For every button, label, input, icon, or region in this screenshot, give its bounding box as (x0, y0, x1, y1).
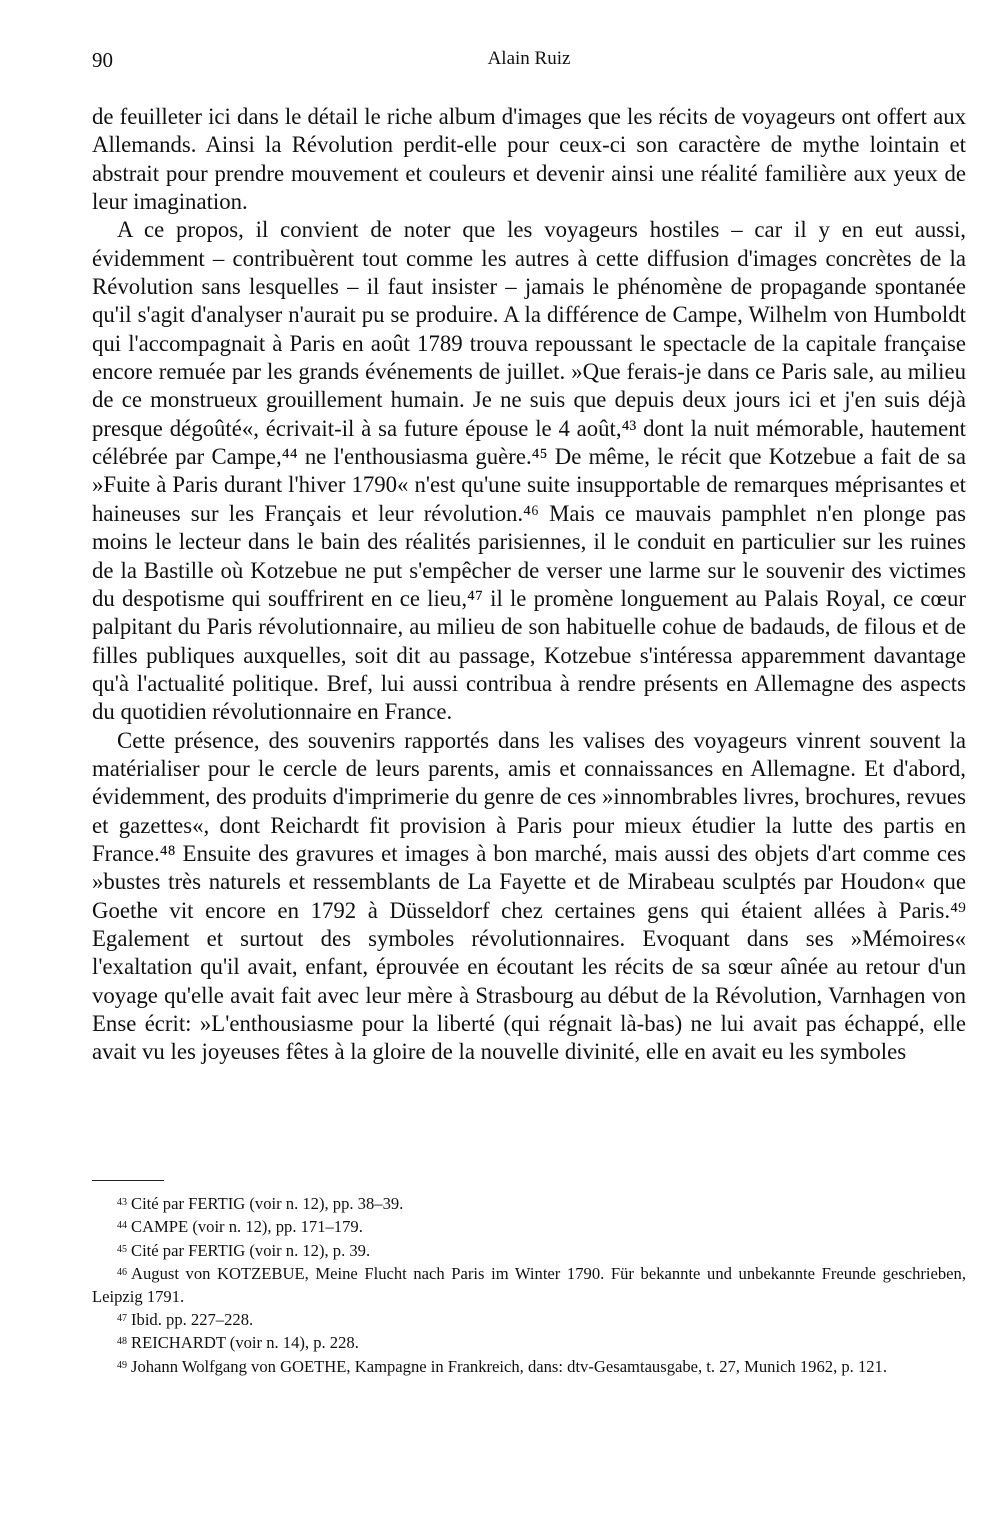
footnote (92, 1331, 966, 1354)
paragraph: de feuilleter ici dans le détail le riche album d'images que les récits de voyageurs ont offert aux Allemands. Ainsi la Révolution perdit-elle pour ceux-ci son caractère de mythe lointain et abstrait pour prendre mouvement et couleurs et devenir ainsi une réalité familière aux yeux de leur imagination. (92, 104, 966, 215)
paragraph: Cette présence, des souvenirs rapportés dans les valises des voyageurs vinrent souvent la matérialiser pour le cercle de leurs parents, amis et connaissances en Allemagne. Et d'abord, évidemment, des produits d'imprimerie du genre de ces »innombrables livres, brochures, revues et gazettes«, dont Reichardt fit provision à Paris pour mieux étudier la lutte des partis en France.⁴⁸ Ensuite des gravures et images à bon marché, mais aussi des objets d'art comme ces »bustes très naturels et ressemblants de La Fayette et de Mirabeau sculptés par Houdon« que Goethe vit encore en 1792 à Düsseldorf chez certaines gens qui étaient allées à Paris.⁴⁹ Egalement et surtout des symboles révolutionnaires. Evoquant dans ses »Mémoires« l'exaltation qu'il avait, enfant, éprouvée en écoutant les récits de sa sœur aînée au retour d'un voyage qu'elle avait fait avec leur mère à Strasbourg au début de la Révolution, Varnhagen von Ense écrit: »L'enthousiasme pour la liberté (qui régnait là-bas) ne lui avait pas échappé, elle avait vu les joyeuses fêtes à la gloire de la nouvelle divinité, elle en avait eu les symboles (92, 727, 966, 1065)
running-title: Alain Ruiz (487, 48, 571, 69)
footnote-text: Cité par FERTIG (voir n. 12), pp. 38–39. (131, 1194, 404, 1213)
footnote-text: Johann Wolfgang von GOETHE, Kampagne in Frankreich, dans: dtv-Gesamtausgabe, t. 27, Munich 1962, p. 121. (131, 1356, 887, 1376)
page-header (92, 48, 966, 78)
main-text (92, 103, 966, 1067)
footnote (92, 1355, 966, 1378)
footnote (92, 1215, 966, 1238)
footnote-text: August von KOTZEBUE, Meine Flucht nach Paris im Winter 1790. Für bekannte und unbekannte Freunde geschrieben, Leipzig 1791. (92, 1264, 966, 1306)
page-number: 90 (92, 48, 113, 72)
footnote-number: 46 (117, 1267, 127, 1279)
footnote-number: 45 (117, 1243, 127, 1255)
footnote (92, 1239, 966, 1262)
footnote (92, 1262, 966, 1308)
footnote-text: REICHARDT (voir n. 14), p. 228. (131, 1333, 359, 1353)
footnote-number: 47 (117, 1313, 127, 1325)
footnote-number: 49 (117, 1359, 127, 1371)
footnote-number: 44 (117, 1220, 127, 1232)
footnote (92, 1308, 966, 1331)
footnote-separator (92, 1180, 164, 1181)
footnote-text: Cité par FERTIG (voir n. 12), p. 39. (131, 1240, 371, 1260)
footnotes (92, 1192, 966, 1378)
footnote-text: CAMPE (voir n. 12), pp. 171–179. (131, 1217, 363, 1237)
footnote-number: 48 (117, 1336, 127, 1348)
footnote (92, 1192, 966, 1215)
paragraph: A ce propos, il convient de noter que les voyageurs hostiles – car il y en eut aussi, évidemment – contribuèrent tout comme les autres à cette diffusion d'images concrètes de la Révolution sans lesquelles – il faut insister – jamais le phénomène de propagande spontanée qu'il s'agit d'analyser n'aurait pu se produire. A la différence de Campe, Wilhelm von Humboldt qui l'accompagnait à Paris en août 1789 trouva repoussant le spectacle de la capitale française encore remuée par les grands événements de juillet. »Que ferais-je dans ce Paris sale, au milieu de ce monstrueux grouillement humain. Je ne suis que depuis deux jours ici et j'en suis déjà presque dégoûté«, écrivait-il à sa future épouse le 4 août,⁴³ dont la nuit mémorable, hautement célébrée par Campe,⁴⁴ ne l'enthousiasma guère.⁴⁵ De même, le récit que Kotzebue a fait de sa »Fuite à Paris durant l'hiver 1790« n'est qu'une suite insupportable de remarques méprisantes et haineuses sur les Français et leur révolution.⁴⁶ Mais ce mauvais pamphlet n'en plonge pas moins le lecteur dans le bain des réalités parisiennes, il le conduit en particulier sur les ruines de la Bastille où Kotzebue ne put s'empêcher de verser une larme sur le souvenir des victimes du despotisme qui souffrirent en ce lieu,⁴⁷ il le promène longuement au Palais Royal, ce cœur palpitant du Paris révolutionnaire, au milieu de son habituelle cohue de badauds, de filous et de filles publiques auxquelles, soit dit au passage, Kotzebue s'intéressa apparemment davantage qu'à l'actualité politique. Bref, lui aussi contribua à rendre présents en Allemagne des aspects du quotidien révolutionnaire en France. (92, 217, 966, 725)
footnote-text: Ibid. pp. 227–228. (131, 1310, 254, 1330)
footnote-number: 43 (117, 1197, 127, 1208)
